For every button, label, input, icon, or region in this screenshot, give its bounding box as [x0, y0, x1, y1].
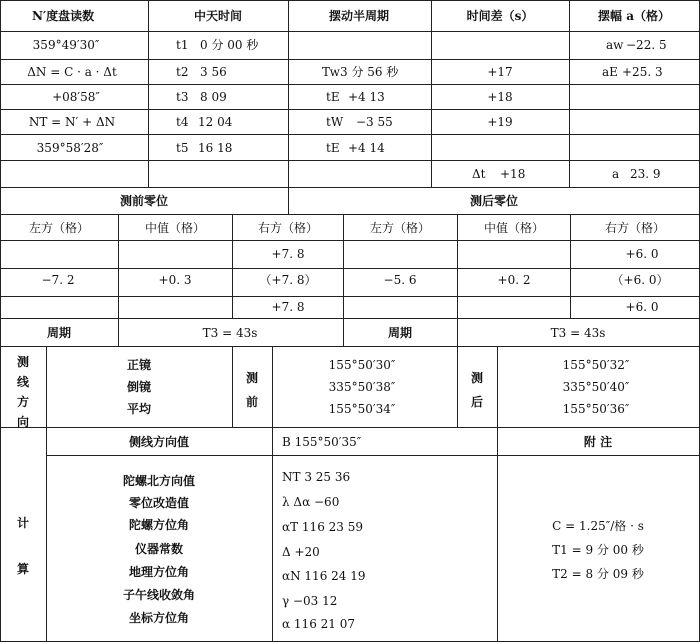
- amplitude-value: 23. 9: [630, 167, 661, 181]
- transit-label: t1: [176, 38, 189, 52]
- direction-after-label: 测后: [470, 371, 483, 409]
- calc-header-right: 附 注: [583, 435, 613, 449]
- calc-label: 零位改造值: [128, 496, 190, 510]
- header-time-diff: 时间差（s）: [466, 9, 534, 23]
- zero-after-right: +6. 0: [625, 300, 659, 314]
- calc-note: C = 1.25″/格 · s: [552, 519, 644, 533]
- rule: [288, 0, 289, 214]
- half-period-label: tW: [326, 115, 344, 129]
- zero-sub-header: 中值（格）: [144, 221, 206, 235]
- amplitude-label: a: [612, 167, 620, 181]
- direction-after-value: 155°50′36″: [562, 402, 630, 416]
- direction-before-value: 335°50′38″: [328, 380, 396, 394]
- rule: [0, 187, 700, 188]
- header-dial-reading: N′度盘读数: [32, 9, 95, 23]
- dial-reading: 359°49′30″: [32, 38, 100, 52]
- zero-sub-header: 右方（格）: [604, 221, 666, 235]
- rule: [232, 346, 233, 427]
- north-reading: 359°58′28″: [36, 141, 104, 155]
- zero-sub-header: 左方（格）: [369, 221, 431, 235]
- zero-before-right: +7. 8: [271, 300, 305, 314]
- rule: [272, 346, 273, 642]
- calc-side-label: 计算: [16, 516, 29, 576]
- time-diff-mean-value: +18: [500, 167, 526, 181]
- transit-label: t4: [176, 115, 189, 129]
- calc-note: T2 = 8 分 09 秒: [552, 567, 644, 581]
- calc-label: 陀螺方位角: [128, 518, 190, 532]
- direction-label: 平均: [126, 402, 152, 416]
- direction-label: 倒镜: [126, 380, 152, 394]
- calc-value: Δ +20: [282, 545, 320, 559]
- rule: [0, 214, 700, 215]
- calc-value: αN 116 24 19: [282, 569, 366, 583]
- rule: [343, 214, 344, 346]
- calc-value: NT 3 25 36: [282, 470, 351, 484]
- direction-after-value: 335°50′40″: [562, 380, 630, 394]
- calc-label: 地理方位角: [128, 565, 190, 579]
- rule: [569, 0, 570, 187]
- calc-value: α 116 21 07: [282, 617, 355, 631]
- direction-label: 正镜: [126, 358, 152, 372]
- rule: [0, 0, 1, 642]
- transit-label: t2: [176, 65, 189, 79]
- rule: [570, 214, 571, 318]
- rule: [431, 0, 432, 187]
- direction-after-value: 155°50′32″: [562, 358, 630, 372]
- header-amplitude: 摆幅 a（格）: [598, 9, 670, 23]
- period-label-after: 周期: [387, 326, 413, 340]
- period-value-before: T3 = 43s: [202, 326, 258, 340]
- half-period-label: tE: [326, 90, 340, 104]
- zero-before-right: （+7. 8）: [259, 273, 317, 287]
- amplitude-value: +25. 3: [622, 65, 663, 79]
- header-half-period: 摆动半周期: [328, 9, 390, 23]
- calc-note: T1 = 9 分 00 秒: [552, 543, 644, 557]
- amplitude-label: aE: [602, 65, 618, 79]
- calc-value: αT 116 23 59: [282, 520, 363, 534]
- rule: [118, 214, 119, 318]
- calc-label: 坐标方位角: [128, 611, 190, 625]
- north-formula: NT = N′ + ΔN: [28, 115, 116, 129]
- transit-value: 8 09: [200, 90, 227, 104]
- time-diff-value: +17: [487, 65, 513, 79]
- transit-value: 3 56: [200, 65, 227, 79]
- transit-label: t5: [176, 141, 189, 155]
- rule: [0, 268, 700, 269]
- transit-value: 0 分 00 秒: [200, 38, 259, 52]
- rule: [46, 455, 700, 456]
- time-diff-value: +18: [487, 90, 513, 104]
- rule: [0, 31, 700, 32]
- zero-after-right: （+6. 0）: [611, 273, 669, 287]
- direction-before-value: 155°50′34″: [328, 402, 396, 416]
- direction-before-value: 155°50′30″: [328, 358, 396, 372]
- half-period-value: +4 13: [348, 90, 385, 104]
- rule: [0, 427, 700, 428]
- calc-header-left: 侧线方向值: [128, 435, 190, 449]
- calc-header-mid: B 155°50′35″: [282, 435, 362, 449]
- half-period-value: 3 分 56 秒: [340, 65, 399, 79]
- zero-before-left: −7. 2: [41, 273, 75, 287]
- calc-label: 仪器常数: [134, 542, 184, 556]
- correction-formula: ΔN = C · a · Δt: [27, 65, 117, 79]
- zero-after-right: +6. 0: [625, 247, 659, 261]
- half-period-value: −3 55: [356, 115, 393, 129]
- rule: [457, 214, 458, 318]
- rule: [457, 346, 458, 427]
- time-diff-mean-label: Δt: [472, 167, 486, 181]
- header-transit-time: 中天时间: [193, 9, 243, 23]
- half-period-value: +4 14: [348, 141, 385, 155]
- zero-sub-header: 中值（格）: [483, 221, 545, 235]
- zero-before-right: +7. 8: [271, 247, 305, 261]
- rule: [0, 0, 700, 1]
- zero-before-mid: +0. 3: [158, 273, 192, 287]
- rule: [457, 318, 458, 346]
- calc-label: 子午线收敛角: [122, 588, 196, 602]
- transit-label: t3: [176, 90, 189, 104]
- rule: [0, 160, 700, 161]
- rule: [0, 346, 700, 347]
- rule: [232, 214, 233, 318]
- rule: [0, 296, 700, 297]
- rule: [118, 318, 119, 346]
- calc-label: 陀螺北方向值: [122, 474, 196, 488]
- zero-after-title: 测后零位: [469, 194, 519, 208]
- zero-sub-header: 右方（格）: [257, 221, 319, 235]
- correction-value: +08′58″: [52, 90, 100, 104]
- time-diff-value: +19: [487, 115, 513, 129]
- half-period-label: Tw: [322, 65, 340, 79]
- amplitude-value: −22. 5: [626, 38, 667, 52]
- rule: [0, 318, 700, 319]
- amplitude-label: aw: [606, 38, 624, 52]
- calc-value: γ −03 12: [282, 594, 338, 608]
- transit-value: 12 04: [198, 115, 233, 129]
- rule: [148, 0, 149, 187]
- direction-side-label: 测线方向: [16, 355, 29, 429]
- zero-after-mid: +0. 2: [497, 273, 531, 287]
- zero-sub-header: 左方（格）: [28, 221, 90, 235]
- rule: [0, 134, 700, 135]
- half-period-label: tE: [326, 141, 340, 155]
- period-value-after: T3 = 43s: [550, 326, 606, 340]
- rule: [0, 59, 700, 60]
- rule: [46, 346, 47, 642]
- transit-value: 16 18: [198, 141, 233, 155]
- rule: [0, 641, 700, 642]
- period-label-before: 周期: [46, 326, 72, 340]
- direction-before-label: 测前: [245, 371, 258, 409]
- rule: [0, 84, 700, 85]
- rule: [0, 240, 700, 241]
- rule: [0, 109, 700, 110]
- calc-value: λ Δα −60: [282, 495, 340, 509]
- rule: [497, 346, 498, 642]
- zero-before-title: 测前零位: [119, 194, 169, 208]
- zero-after-left: −5. 6: [383, 273, 417, 287]
